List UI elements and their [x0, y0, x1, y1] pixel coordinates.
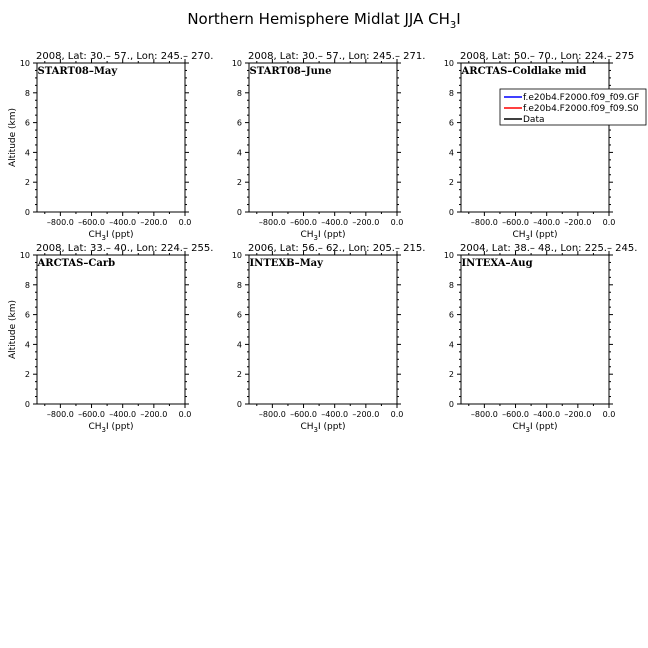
x-tick-label: –200.0	[352, 410, 380, 419]
y-tick-label: 10	[231, 251, 242, 260]
y-tick-label: 0	[236, 400, 242, 409]
x-tick-label: –800.0	[470, 410, 498, 419]
y-tick-label: 2	[448, 178, 454, 188]
y-axis-label: Altitude (km)	[8, 107, 18, 168]
y-tick-label: 4	[236, 148, 242, 158]
x-axis-label: $CH_3I$ (ppt)	[300, 422, 346, 434]
panel-header: 2008, Lat: 30.– 57., Lon: 245.– 270.	[36, 51, 214, 62]
chart-panel-5	[232, 243, 426, 434]
y-tick-label: 0	[24, 400, 30, 409]
plot-frame	[249, 63, 397, 212]
x-tick-label: 0.0	[390, 218, 404, 227]
plot-frame	[461, 255, 609, 404]
y-tick-label: 4	[236, 340, 242, 350]
panel-label: INTEXA–Aug	[461, 258, 533, 269]
y-tick-label: 6	[236, 118, 242, 128]
x-tick-label: –400.0	[533, 410, 561, 419]
y-tick-label: 6	[24, 118, 30, 128]
panel-header: 2008, Lat: 33.– 40., Lon: 224.– 255.	[36, 243, 214, 254]
x-tick-label: –800.0	[258, 410, 286, 419]
x-tick-label: –800.0	[46, 218, 74, 227]
y-tick-label: 10	[443, 251, 454, 260]
x-axis-label: $CH_3I$ (ppt)	[300, 230, 346, 242]
chart-panel-2	[232, 51, 426, 242]
x-tick-label: 0.0	[602, 410, 616, 419]
x-tick-label: –600.0	[290, 218, 317, 227]
x-tick-label: 0.0	[178, 218, 192, 227]
x-tick-label: –400.0	[109, 410, 137, 419]
y-tick-label: 4	[24, 148, 30, 158]
x-tick-label: –200.0	[564, 218, 592, 227]
panel-label: START08–May	[37, 66, 118, 77]
y-tick-label: 8	[448, 280, 454, 290]
chart-panel-4	[8, 243, 213, 434]
y-tick-label: 4	[24, 340, 30, 350]
y-tick-label: 0	[448, 400, 454, 409]
x-tick-label: 0.0	[390, 410, 404, 419]
y-tick-label: 8	[24, 88, 30, 98]
x-tick-label: –800.0	[470, 218, 498, 227]
y-tick-label: 0	[448, 208, 454, 217]
y-tick-label: 10	[19, 251, 30, 260]
y-tick-label: 8	[236, 280, 242, 290]
plot-frame	[37, 255, 185, 404]
plot-frame	[461, 63, 609, 212]
y-tick-label: 6	[448, 310, 454, 320]
legend-entry: Data	[523, 115, 545, 125]
y-tick-label: 2	[24, 178, 30, 188]
y-tick-label: 0	[236, 208, 242, 217]
chart-panel-3	[444, 51, 646, 242]
panel-label: ARCTAS–Carb	[37, 258, 116, 269]
x-axis-label: $CH_3I$ (ppt)	[512, 230, 558, 242]
panel-header: 2006, Lat: 56.– 62., Lon: 205.– 215.	[248, 243, 426, 254]
x-tick-label: –600.0	[502, 410, 529, 419]
x-tick-label: –400.0	[109, 218, 137, 227]
y-tick-label: 0	[24, 208, 30, 217]
panel-header: 2008, Lat: 30.– 57., Lon: 245.– 271.	[248, 51, 426, 62]
y-tick-label: 4	[448, 340, 454, 350]
y-tick-label: 6	[236, 310, 242, 320]
x-axis-label: $CH_3I$ (ppt)	[88, 230, 134, 242]
y-tick-label: 10	[231, 59, 242, 68]
x-tick-label: –400.0	[533, 218, 561, 227]
y-tick-label: 8	[448, 88, 454, 98]
y-tick-label: 8	[24, 280, 30, 290]
chart-panel-6	[444, 243, 638, 434]
y-tick-label: 6	[448, 118, 454, 128]
y-tick-label: 2	[236, 178, 242, 188]
plot-frame	[37, 63, 185, 212]
x-tick-label: –200.0	[564, 410, 592, 419]
y-tick-label: 8	[236, 88, 242, 98]
x-axis-label: $CH_3I$ (ppt)	[88, 422, 134, 434]
legend-entry: f.e20b4.F2000.f09_f09.GF	[523, 93, 640, 103]
chart-panel-1	[8, 51, 213, 242]
y-tick-label: 2	[448, 370, 454, 380]
x-tick-label: –600.0	[78, 410, 105, 419]
panel-header: 2004, Lat: 38.– 48., Lon: 225.– 245.	[460, 243, 638, 254]
x-tick-label: –800.0	[46, 410, 74, 419]
x-tick-label: –800.0	[258, 218, 286, 227]
y-tick-label: 10	[443, 59, 454, 68]
panel-label: INTEXB–May	[249, 258, 323, 269]
panel-header: 2008, Lat: 50.– 70., Lon: 224.– 275	[460, 51, 635, 62]
x-tick-label: –400.0	[321, 218, 349, 227]
legend	[500, 89, 646, 125]
y-tick-label: 4	[448, 148, 454, 158]
x-tick-label: –600.0	[290, 410, 317, 419]
x-tick-label: 0.0	[178, 410, 192, 419]
panel-grid	[8, 51, 646, 434]
x-tick-label: –200.0	[352, 218, 380, 227]
y-tick-label: 2	[24, 370, 30, 380]
figure-title: Northern Hemisphere Midlat JJA $CH_3I$	[187, 10, 461, 31]
y-tick-label: 2	[236, 370, 242, 380]
x-tick-label: –600.0	[78, 218, 105, 227]
legend-entry: f.e20b4.F2000.f09_f09.S0	[523, 104, 639, 114]
x-tick-label: –400.0	[321, 410, 349, 419]
y-tick-label: 10	[19, 59, 30, 68]
x-tick-label: 0.0	[602, 218, 616, 227]
x-tick-label: –200.0	[140, 218, 168, 227]
plot-frame	[249, 255, 397, 404]
panel-label: ARCTAS–Coldlake mid	[461, 66, 587, 77]
x-tick-label: –600.0	[502, 218, 529, 227]
x-axis-label: $CH_3I$ (ppt)	[512, 422, 558, 434]
y-axis-label: Altitude (km)	[8, 299, 18, 360]
panel-label: START08–June	[249, 66, 332, 77]
y-tick-label: 6	[24, 310, 30, 320]
x-tick-label: –200.0	[140, 410, 168, 419]
